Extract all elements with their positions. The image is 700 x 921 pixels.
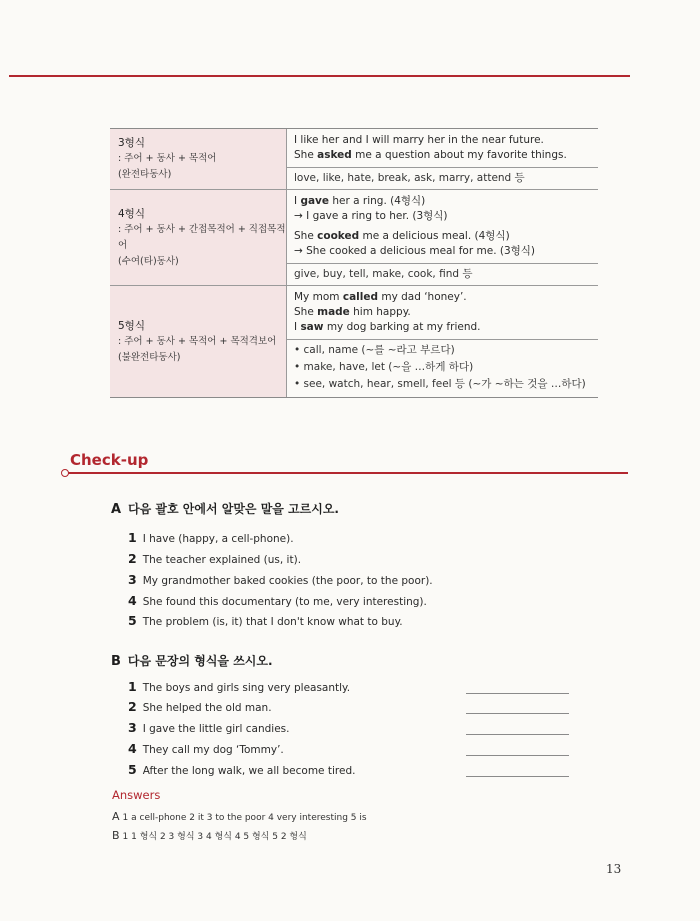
verb-line: • see, watch, hear, smell, feel 등 (~가 ~하는 것을 …하다) [294,378,586,390]
example-line: She cooked me a delicious meal. (4형식) [294,230,510,242]
question-item: 3 I gave the little girl candies. [128,720,290,735]
example-line: She asked me a question about my favorite things. [294,149,567,161]
example-line: My mom called my dad ‘honey’. [294,291,467,303]
checkup-title: Check-up [70,451,149,469]
answer-blank[interactable] [466,776,569,777]
form-structure: : 주어 + 동사 + 목적어 + 목적격보어 [118,335,277,347]
answer-blank[interactable] [466,713,569,714]
question-item: 1 The boys and girls sing very pleasantly. [128,679,351,694]
top-divider [9,75,630,77]
example-line: I like her and I will marry her in the near future. [294,134,544,146]
answer-blank[interactable] [466,693,569,694]
question-item: 2 She helped the old man. [128,699,272,714]
verb-list [287,339,598,397]
section-a-heading [111,500,339,517]
question-item: 4 They call my dog ‘Tommy’. [128,741,284,756]
question-item: 5 After the long walk, we all become tired. [128,762,356,777]
answers-title: Answers [112,788,161,802]
verb-type: (완전타동사) [118,169,172,180]
form-cell [110,190,287,285]
form-cell [110,129,287,189]
verb-list [287,167,598,189]
page-number: 13 [606,862,622,876]
example-line: I saw my dog barking at my friend. [294,321,481,333]
verb-line: love, like, hate, break, ask, marry, attend 등 [294,172,525,184]
form-name: 5형식 [118,319,145,332]
example-line: I gave her a ring. (4형식) [294,195,426,207]
section-letter: B [111,654,121,669]
verb-list [287,263,598,285]
examples-cell [287,129,598,189]
section-letter: A [111,502,122,517]
form-structure: : 주어 + 동사 + 목적어 [118,153,217,164]
example-sentences [287,129,598,167]
form-structure: : 주어 + 동사 + 간접목적어 + 직접목적어 [118,223,286,251]
table-row [110,285,598,397]
section-b-heading [111,652,273,669]
examples-cell [287,190,598,285]
form-name: 4형식 [118,207,145,220]
verb-line: • make, have, let (~을 …하게 하다) [294,361,474,373]
section-instruction: 다음 괄호 안에서 알맞은 말을 고르시오. [128,502,339,516]
answers-b: B 1 1 형식 2 3 형식 3 4 형식 4 5 형식 5 2 형식 [112,829,307,842]
question-item: 5 The problem (is, it) that I don't know what to buy. [128,613,403,628]
question-item: 3 My grandmother baked cookies (the poor, to the poor). [128,572,433,587]
question-item: 2 The teacher explained (us, it). [128,551,302,566]
answer-blank[interactable] [466,734,569,735]
sentence-form-table [110,128,598,398]
question-item: 1 I have (happy, a cell-phone). [128,530,294,545]
answers-a: A 1 a cell-phone 2 it 3 to the poor 4 very interesting 5 is [112,810,367,823]
answer-blank[interactable] [466,755,569,756]
verb-type: (수여(타)동사) [118,255,179,267]
form-name: 3형식 [118,137,145,149]
example-sentences [287,286,598,339]
question-item: 4 She found this documentary (to me, very interesting). [128,593,427,608]
circle-bullet-icon [61,469,69,477]
example-line: → I gave a ring to her. (3형식) [294,210,448,222]
verb-line: • call, name (~를 ~라고 부르다) [294,344,455,356]
example-sentences [287,190,598,263]
checkup-divider [66,472,628,474]
example-line: → She cooked a delicious meal for me. (3형식) [294,245,536,257]
verb-type: (불완전타동사) [118,351,181,363]
table-row [110,189,598,285]
section-instruction: 다음 문장의 형식을 쓰시오. [127,654,273,668]
verb-line: give, buy, tell, make, cook, find 등 [294,268,473,280]
example-line: She made him happy. [294,306,411,318]
table-row [110,129,598,189]
examples-cell [287,286,598,397]
form-cell [110,286,287,397]
